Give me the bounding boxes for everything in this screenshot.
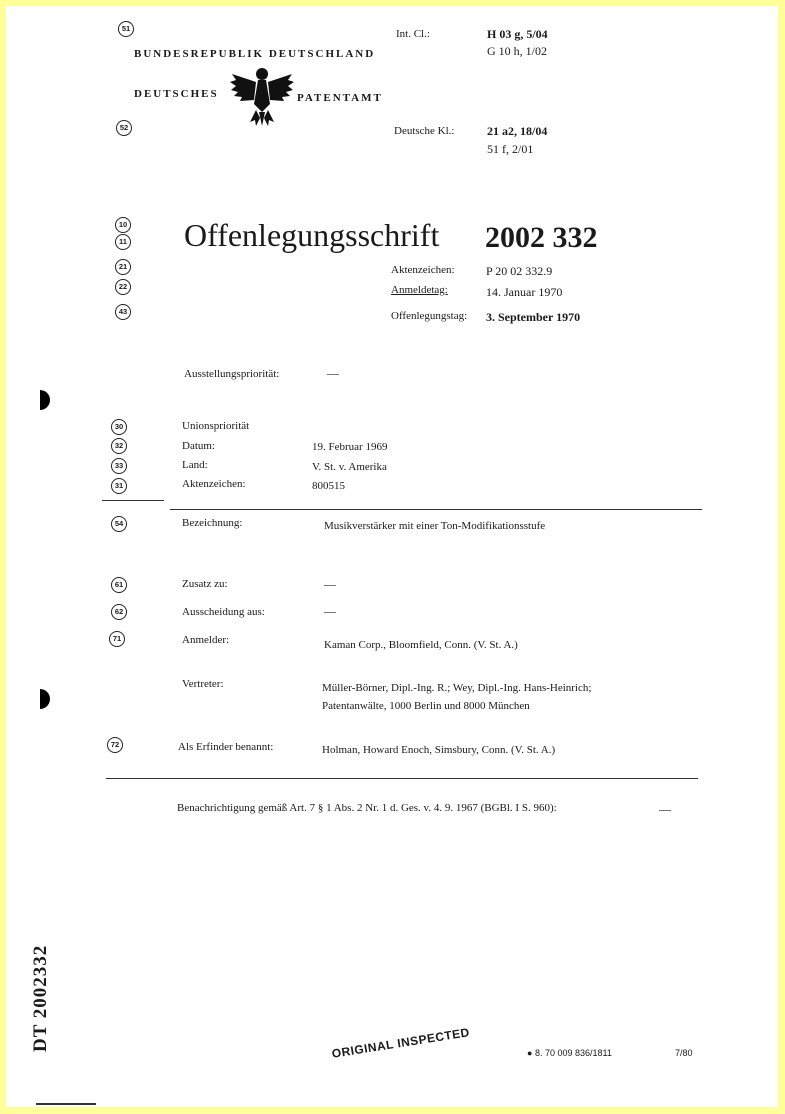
zusatz-label: Zusatz zu:: [182, 578, 228, 590]
inid-code-71: 71: [109, 631, 125, 647]
bottom-edge-mark: [36, 1103, 96, 1105]
ausscheidung-label: Ausscheidung aus:: [182, 606, 265, 618]
side-document-id-text: DT 2002332: [30, 944, 51, 1052]
inid-code-72: 72: [107, 737, 123, 753]
aktenzeichen-value: P 20 02 332.9: [486, 264, 553, 278]
inid-code-61: 61: [111, 577, 127, 593]
erfinder-value: Holman, Howard Enoch, Simsbury, Conn. (V. St. A.): [322, 744, 556, 756]
federal-eagle-icon: [228, 64, 296, 128]
inid-code-62: 62: [111, 604, 127, 620]
ausstellungsprioritaet-value: —: [327, 366, 339, 380]
int-cl-label: Int. Cl.:: [396, 28, 430, 40]
bezeichnung-label: Bezeichnung:: [182, 517, 243, 529]
anmeldetag-value: 14. Januar 1970: [486, 285, 563, 299]
office-name-left: DEUTSCHES: [134, 88, 219, 100]
inid-code-21: 21: [115, 259, 131, 275]
office-name-right: PATENTAMT: [297, 92, 383, 104]
anmelder-label: Anmelder:: [182, 634, 230, 646]
inid-code-52: 52: [116, 120, 132, 136]
deutsche-kl-label: Deutsche Kl.:: [394, 125, 455, 137]
document-title: Offenlegungsschrift: [184, 217, 440, 253]
print-mark-icon: ●: [527, 1048, 533, 1058]
inid-code-32: 32: [111, 438, 127, 454]
datum-label: Datum:: [182, 440, 215, 452]
page-code: 7/80: [675, 1048, 693, 1058]
aktenzeichen-prio-value: 800515: [312, 480, 345, 492]
side-document-id: [26, 921, 52, 1051]
divider-short: [102, 500, 164, 501]
country-name: BUNDESREPUBLIK DEUTSCHLAND: [134, 48, 376, 60]
print-code: [527, 1048, 612, 1058]
punch-hole-mark-upper: [40, 390, 50, 410]
document-number: 2002 332: [485, 221, 598, 254]
zusatz-value: —: [324, 577, 336, 591]
inid-code-11: 11: [115, 234, 131, 250]
vertreter-value-line-1: Müller-Börner, Dipl.-Ing. R.; Wey, Dipl.-Ing. Hans-Heinrich;: [322, 682, 592, 694]
bezeichnung-value: Musikverstärker mit einer Ton-Modifikationsstufe: [324, 520, 546, 532]
ausstellungsprioritaet-label: Ausstellungspriorität:: [184, 368, 280, 380]
int-cl-value-1: H 03 g, 5/04: [487, 27, 548, 41]
aktenzeichen-label: Aktenzeichen:: [391, 264, 455, 276]
inid-code-43: 43: [115, 304, 131, 320]
aktenzeichen-prio-label: Aktenzeichen:: [182, 478, 246, 490]
int-cl-value-2: G 10 h, 1/02: [487, 44, 547, 58]
land-value: V. St. v. Amerika: [312, 461, 387, 473]
anmelder-value: Kaman Corp., Bloomfield, Conn. (V. St. A.): [324, 639, 518, 651]
vertreter-value-line-2: Patentanwälte, 1000 Berlin und 8000 München: [322, 700, 530, 712]
deutsche-kl-value-1: 21 a2, 18/04: [487, 124, 548, 138]
deutsche-kl-value-2: 51 f, 2/01: [487, 142, 534, 156]
vertreter-label: Vertreter:: [182, 678, 224, 690]
benachrichtigung-label: Benachrichtigung gemäß Art. 7 § 1 Abs. 2 Nr. 1 d. Ges. v. 4. 9. 1967 (BGBl. I S. 960):: [177, 802, 557, 814]
inid-code-31: 31: [111, 478, 127, 494]
erfinder-label: Als Erfinder benannt:: [178, 741, 274, 753]
inid-code-30: 30: [111, 419, 127, 435]
datum-value: 19. Februar 1969: [312, 441, 388, 453]
divider-line-2: [106, 778, 698, 779]
offenlegungstag-label: Offenlegungstag:: [391, 310, 468, 322]
inid-code-54: 54: [111, 516, 127, 532]
original-inspected-stamp: ORIGINAL INSPECTED: [330, 1025, 471, 1061]
offenlegungstag-value: 3. September 1970: [486, 310, 581, 324]
patent-document-page: [6, 6, 778, 1107]
inid-code-33: 33: [111, 458, 127, 474]
benachrichtigung-value: —: [659, 802, 671, 816]
land-label: Land:: [182, 459, 208, 471]
inid-code-22: 22: [115, 279, 131, 295]
divider-line-1: [170, 509, 702, 510]
anmeldetag-label: Anmeldetag:: [391, 284, 448, 296]
unionsprioritaet-label: Unionspriorität: [182, 420, 250, 432]
inid-code-10: 10: [115, 217, 131, 233]
inid-code-51: 51: [118, 21, 134, 37]
print-code-text: 8. 70 009 836/1811: [534, 1048, 612, 1058]
ausscheidung-value: —: [324, 604, 336, 618]
punch-hole-mark-lower: [40, 689, 50, 709]
